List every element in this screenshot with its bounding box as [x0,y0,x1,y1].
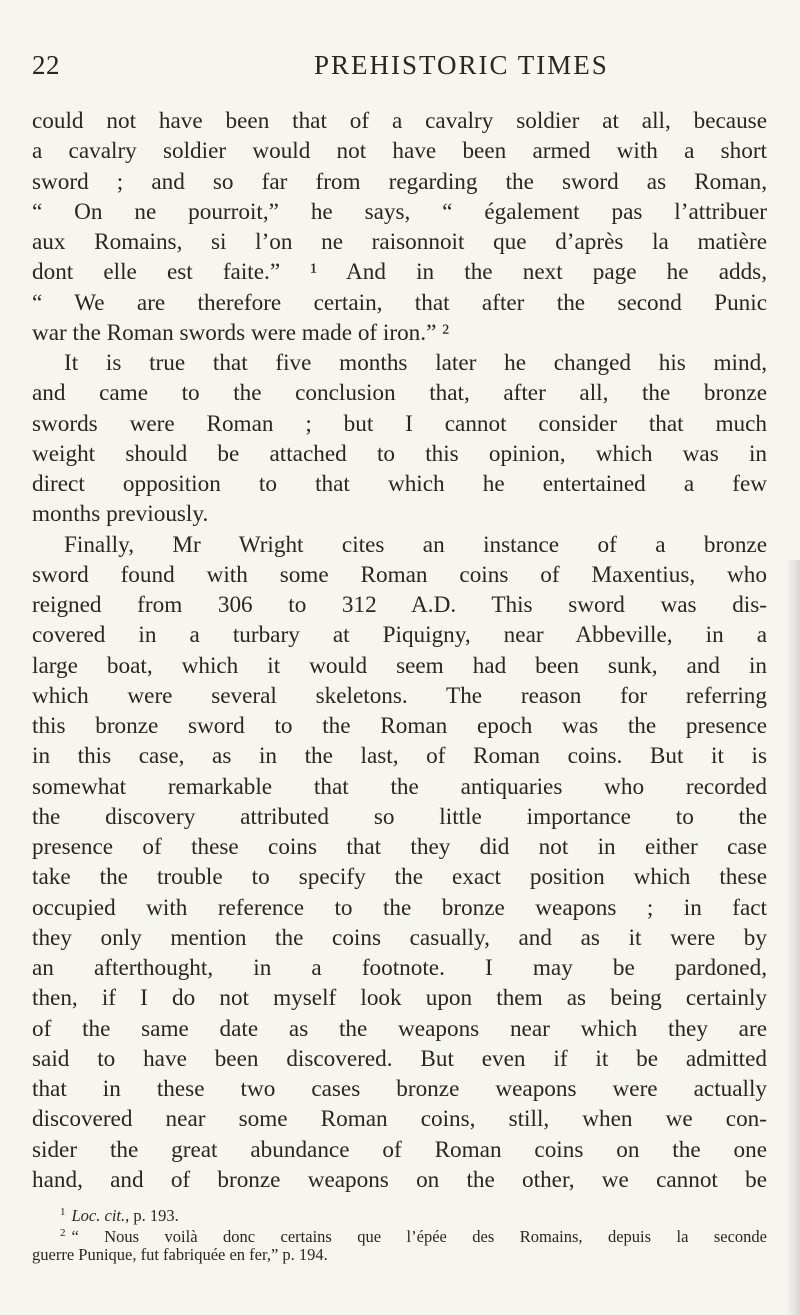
text-line: presence of these coins that they did not in either case [32,834,767,860]
running-head: PREHISTORIC TIMES [314,50,609,80]
footnotes [32,1202,767,1265]
footnote-2-line-1: “ Nous voilà donc certains que l’épée des Romains, depuis la seconde [71,1227,767,1246]
text-line: of the same date as the weapons near which they are [32,1015,767,1042]
body-text [32,106,767,1195]
footnote-1-page: , p. 193. [125,1206,179,1225]
text-line: large boat, which it would seem had been sunk, and in [32,652,767,679]
text-line: sword found with some Roman coins of Maxentius, who [32,561,767,588]
text-line: then, if I do not myself look upon them as being certainly [32,985,767,1012]
text-line: “ On ne pourroit,” he says, “ également pas l’attribuer [32,198,767,225]
text-line: and came to the conclusion that, after all, the bronze [32,380,767,407]
text-line: sider the great abundance of Roman coins on the one [32,1136,767,1163]
text-line: could not have been that of a cavalry soldier at all, because [32,108,767,134]
footnote-2-marker: 2 [60,1227,66,1239]
text-line: said to have been discovered. But even if it be admitted [32,1045,767,1072]
text-line: which were several skeletons. The reason for referring [32,682,767,709]
page-number: 22 [32,50,60,80]
text-line: war the Roman swords were made of iron.” ² [32,319,450,346]
text-line: reigned from 306 to 312 A.D. This sword was dis- [32,592,767,618]
text-line: somewhat remarkable that the antiquaries who recorded [32,773,767,800]
text-line: It is true that five months later he changed his mind, [64,350,767,376]
page-edge-shadow [786,560,800,1315]
text-line: hand, and of bronze weapons on the other, we cannot be [32,1166,767,1193]
footnote-1 [32,1202,767,1223]
text-line: weight should be attached to this opinion, which was in [32,440,767,467]
text-line: in this case, as in the last, of Roman coins. But it is [32,743,767,770]
text-line: this bronze sword to the Roman epoch was the presence [32,713,767,739]
text-line: direct opposition to that which he entertained a few [32,471,767,497]
text-line: Finally, Mr Wright cites an instance of a bronze [64,531,767,558]
text-line: take the trouble to specify the exact position which these [32,864,767,891]
text-line: discovered near some Roman coins, still, when we con- [32,1106,767,1133]
text-line: covered in a turbary at Piquigny, near Abbeville, in a [32,622,767,649]
footnote-1-citation: Loc. cit. [71,1206,126,1225]
text-line: the discovery attributed so little importance to the [32,803,767,830]
text-line: “ We are therefore certain, that after the second Punic [32,289,767,316]
text-line: an afterthought, in a footnote. I may be pardoned, [32,955,767,981]
page-header [32,50,772,90]
text-line: sword ; and so far from regarding the sword as Roman, [32,168,767,195]
text-line: they only mention the coins casually, and as it were by [32,924,767,951]
text-line: a cavalry soldier would not have been armed with a short [32,138,767,165]
text-line: aux Romains, si l’on ne raisonnoit que d’après la matière [32,229,767,255]
text-line: dont elle est faite.” ¹ And in the next page he adds, [32,259,767,286]
footnote-2-continued: guerre Punique, fut fabriquée en fer,” p. 194. [32,1245,328,1264]
text-line: that in these two cases bronze weapons were actually [32,1076,767,1102]
footnote-2 [32,1223,767,1244]
text-line: months previously. [32,501,209,528]
text-line: occupied with reference to the bronze weapons ; in fact [32,894,767,921]
text-line: swords were Roman ; but I cannot consider that much [32,410,767,437]
footnote-1-marker: 1 [60,1206,66,1218]
